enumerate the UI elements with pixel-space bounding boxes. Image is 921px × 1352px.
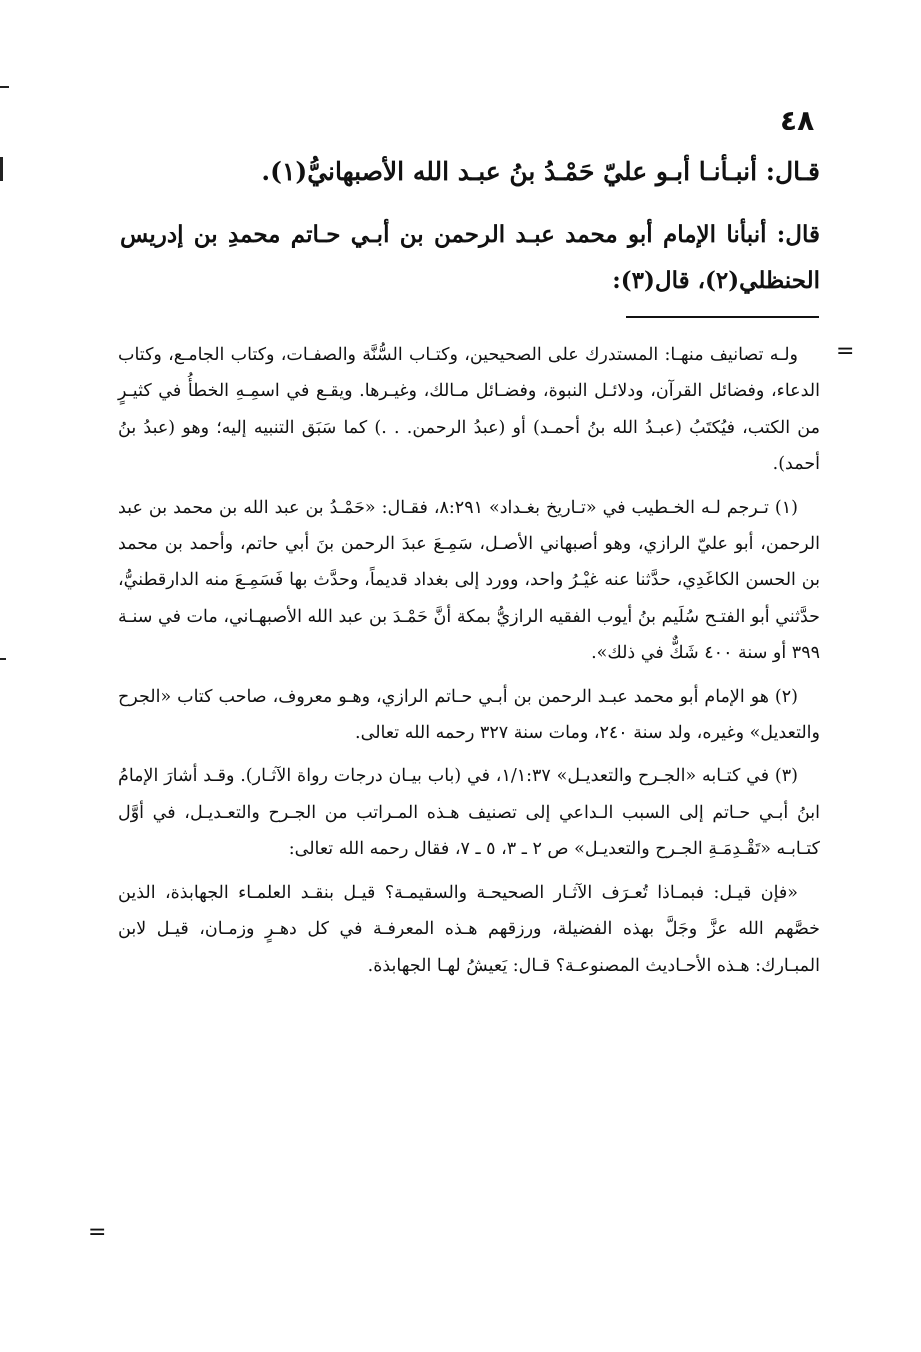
scan-edge-mark-lower xyxy=(0,658,6,660)
scan-edge-mark-middle xyxy=(0,157,3,181)
footnote-3: (٣) في كتـابه «الجـرح والتعديـل» ١/١:٣٧، في (باب بيـان درجات رواة الآثـار). وقـد أشارَ الإمامُ ابنُ أبـي حـاتم إلى السبب الـداعي إلى تصنيف هـذه المـراتب من الجـرح والتعـديـل، في أوَّل كتـابـه «تَقْـدِمَـةِ الجـرح والتعديـل» ص ٢ ـ ٣، ٥ ـ ٧، فقال رحمه الله تعالى: xyxy=(118,766,820,860)
footnote-continuation: ولـه تصانيف منهـا: المستدرك على الصحيحين، وكتـاب السُّنَّة والصفـات، وكتاب الجامـع، وكتاب الدعاء، وفضائل القرآن، ودلائـل النبوة، وفضـائل مـالك، وغيـرها. ويقـع في اسمِـهِ الخطأُ في كثيـرٍ من الكتب، فيُكتَبُ (عبـدُ الله بنُ أحمـد) أو (عبدُ الرحمن. . .) كما سَبَق التنبيه إليه؛ وهو (عبدُ بنُ أحمد). xyxy=(118,345,820,475)
footnote-separator xyxy=(626,316,819,318)
continuation-mark-top: = xyxy=(836,339,855,364)
chain-line-1: قـال: أنبـأنـا أبـو عليّ حَمْـدُ بنُ عبـد الله الأصبهانيُّ(١). xyxy=(261,157,820,186)
footnote-1: (١) تـرجم لـه الخـطيب في «تـاريخ بغـداد» ٨:٢٩١، فقـال: «حَمْـدُ بن عبد الله بن محمد بن عبد الرحمن، أبو عليّ الرازي، وهو أصبهاني الأصـل، سَمِـعَ عبدَ الرحمن بنَ أبي حاتم، وأحمد بن محمد بن الحسن الكاغَدِي، حدَّثنا عنه غيْـرُ واحد، وورد إلى بغداد قديماً، وحدَّث بها فَسَمِـعَ منه الدارقطنيُّ، حدَّثني أبو الفتـح سُلَيم بنُ أيوب الفقيه الرازيُّ بمكة أنَّ حَمْـدَ بن عبد الله الأصبهـاني، مات في سنـة ٣٩٩ أو سنة ٤٠٠ شَكٌّ في ذلك». xyxy=(118,497,820,664)
chain-line-2: قال: أنبأنا الإمام أبو محمد عبـد الرحمن بن أبـي حـاتم محمدِ بن إدريس الحنظلي(٢)، قال(٣): xyxy=(120,221,820,294)
scan-edge-mark-top xyxy=(0,86,9,88)
continuation-mark-bottom: = xyxy=(88,1220,107,1245)
footnote-3-quote: «فإن قيـل: فبمـاذا تُعـرَف الآثـار الصحيحـة والسقيمـة؟ قيـل بنقـد العلمـاء الجهابذة، الذين خصَّهم الله عزَّ وجَلَّ بهذه الفضيلة، ورزقهم هـذه المعرفـة في كل دهـرٍ وزمـان، قيـل لابن المبـارك: هـذه الأحـاديث المصنوعـة؟ قـال: يَعيشُ لهـا الجهابذة. xyxy=(118,882,820,976)
footnotes xyxy=(118,337,820,991)
footnote-2: (٢) هو الإمام أبو محمد عبـد الرحمن بن أبـي حـاتم الرازي، وهـو معروف، صاحب كتاب «الجرح والتعديل» وغيره، ولد سنة ٢٤٠، ومات سنة ٣٢٧ رحمه الله تعالى. xyxy=(118,686,820,744)
page-number: ٤٨ xyxy=(780,104,815,137)
